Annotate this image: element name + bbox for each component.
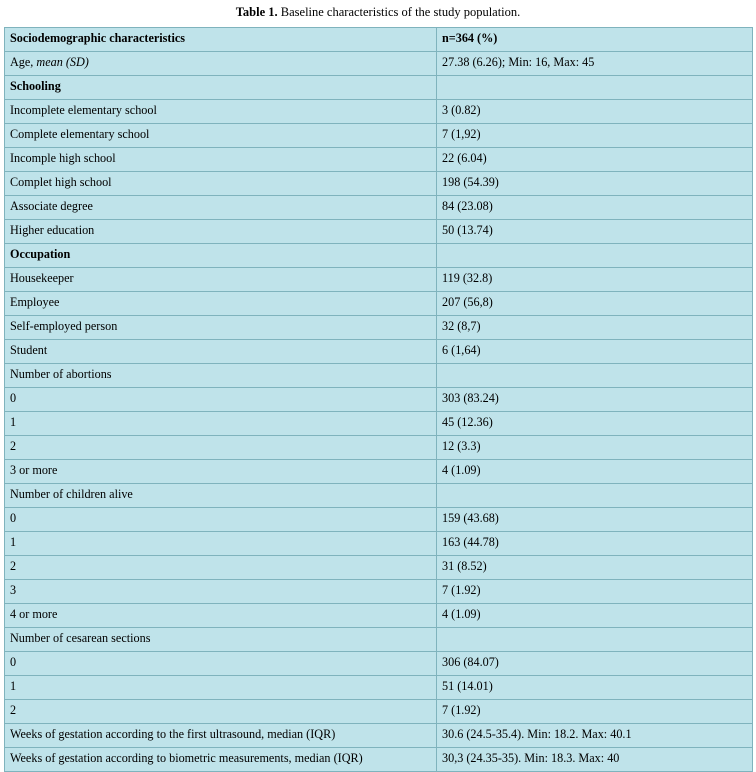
table-row <box>5 315 753 339</box>
row-label: Employee <box>5 291 437 315</box>
table-row <box>5 531 753 555</box>
row-label: Weeks of gestation according to the first ultrasound, median (IQR) <box>5 723 437 747</box>
row-label: Complete elementary school <box>5 123 437 147</box>
table-row <box>5 363 753 387</box>
row-label: 4 or more <box>5 603 437 627</box>
row-label: 1 <box>5 531 437 555</box>
table-row <box>5 459 753 483</box>
row-label-text: Age, <box>10 55 37 70</box>
row-label: Weeks of gestation according to biometric measurements, median (IQR) <box>5 747 437 771</box>
row-label: Incomple high school <box>5 147 437 171</box>
row-value <box>437 363 753 387</box>
table-row <box>5 267 753 291</box>
row-value: 303 (83.24) <box>437 387 753 411</box>
table-row <box>5 219 753 243</box>
table-row <box>5 651 753 675</box>
row-value <box>437 483 753 507</box>
baseline-characteristics-table <box>4 27 753 772</box>
table-row <box>5 51 753 75</box>
row-value: 159 (43.68) <box>437 507 753 531</box>
table-row <box>5 123 753 147</box>
row-label: 3 <box>5 579 437 603</box>
row-value: 7 (1.92) <box>437 579 753 603</box>
table-row <box>5 147 753 171</box>
row-label: 3 or more <box>5 459 437 483</box>
table-row <box>5 195 753 219</box>
row-label: Number of abortions <box>5 363 437 387</box>
row-label: Higher education <box>5 219 437 243</box>
row-label: Number of cesarean sections <box>5 627 437 651</box>
row-value: 3 (0.82) <box>437 99 753 123</box>
table-row <box>5 507 753 531</box>
table-row <box>5 627 753 651</box>
row-label: 1 <box>5 411 437 435</box>
table-header-row <box>5 27 753 51</box>
table-row <box>5 723 753 747</box>
table-row <box>5 99 753 123</box>
row-value: 27.38 (6.26); Min: 16, Max: 45 <box>437 51 753 75</box>
row-label: Associate degree <box>5 195 437 219</box>
row-value: 4 (1.09) <box>437 603 753 627</box>
row-label: Number of children alive <box>5 483 437 507</box>
row-value: 51 (14.01) <box>437 675 753 699</box>
table-row <box>5 411 753 435</box>
row-label-italic: mean (SD) <box>36 55 89 70</box>
table-row <box>5 435 753 459</box>
table-body <box>5 27 753 771</box>
row-label: Incomplete elementary school <box>5 99 437 123</box>
table-row <box>5 603 753 627</box>
row-value: 163 (44.78) <box>437 531 753 555</box>
row-label: 1 <box>5 675 437 699</box>
row-label: 0 <box>5 507 437 531</box>
row-label: Self-employed person <box>5 315 437 339</box>
row-value: 119 (32.8) <box>437 267 753 291</box>
table-caption <box>0 0 756 27</box>
row-value: 198 (54.39) <box>437 171 753 195</box>
row-label: 2 <box>5 699 437 723</box>
table-row <box>5 747 753 771</box>
table-row <box>5 675 753 699</box>
caption-text: Baseline characteristics of the study population. <box>280 5 521 19</box>
row-value: 7 (1,92) <box>437 123 753 147</box>
table-row <box>5 387 753 411</box>
row-value: 45 (12.36) <box>437 411 753 435</box>
row-value: 207 (56,8) <box>437 291 753 315</box>
row-label: 0 <box>5 651 437 675</box>
caption-label: Table 1. <box>235 5 278 19</box>
row-label: Student <box>5 339 437 363</box>
row-value: 30.6 (24.5-35.4). Min: 18.2. Max: 40.1 <box>437 723 753 747</box>
table-row <box>5 339 753 363</box>
row-value <box>437 627 753 651</box>
row-value: 30,3 (24.35-35). Min: 18.3. Max: 40 <box>437 747 753 771</box>
section-value <box>437 243 753 267</box>
section-label: Occupation <box>5 243 437 267</box>
row-label: 2 <box>5 435 437 459</box>
row-value: 6 (1,64) <box>437 339 753 363</box>
table-row <box>5 579 753 603</box>
table-section-row <box>5 75 753 99</box>
table-row <box>5 483 753 507</box>
table-row <box>5 171 753 195</box>
row-label: 0 <box>5 387 437 411</box>
row-label: 2 <box>5 555 437 579</box>
row-value: 12 (3.3) <box>437 435 753 459</box>
row-value: 32 (8,7) <box>437 315 753 339</box>
row-value: 4 (1.09) <box>437 459 753 483</box>
column-header-count: n=364 (%) <box>437 27 753 51</box>
row-value: 50 (13.74) <box>437 219 753 243</box>
row-value: 7 (1.92) <box>437 699 753 723</box>
table-row <box>5 291 753 315</box>
section-value <box>437 75 753 99</box>
row-value: 22 (6.04) <box>437 147 753 171</box>
row-value: 306 (84.07) <box>437 651 753 675</box>
row-value: 84 (23.08) <box>437 195 753 219</box>
column-header-characteristic: Sociodemographic characteristics <box>5 27 437 51</box>
section-label: Schooling <box>5 75 437 99</box>
row-label: Complet high school <box>5 171 437 195</box>
table-row <box>5 555 753 579</box>
row-label <box>5 51 437 75</box>
row-value: 31 (8.52) <box>437 555 753 579</box>
table-row <box>5 699 753 723</box>
table-section-row <box>5 243 753 267</box>
row-label: Housekeeper <box>5 267 437 291</box>
